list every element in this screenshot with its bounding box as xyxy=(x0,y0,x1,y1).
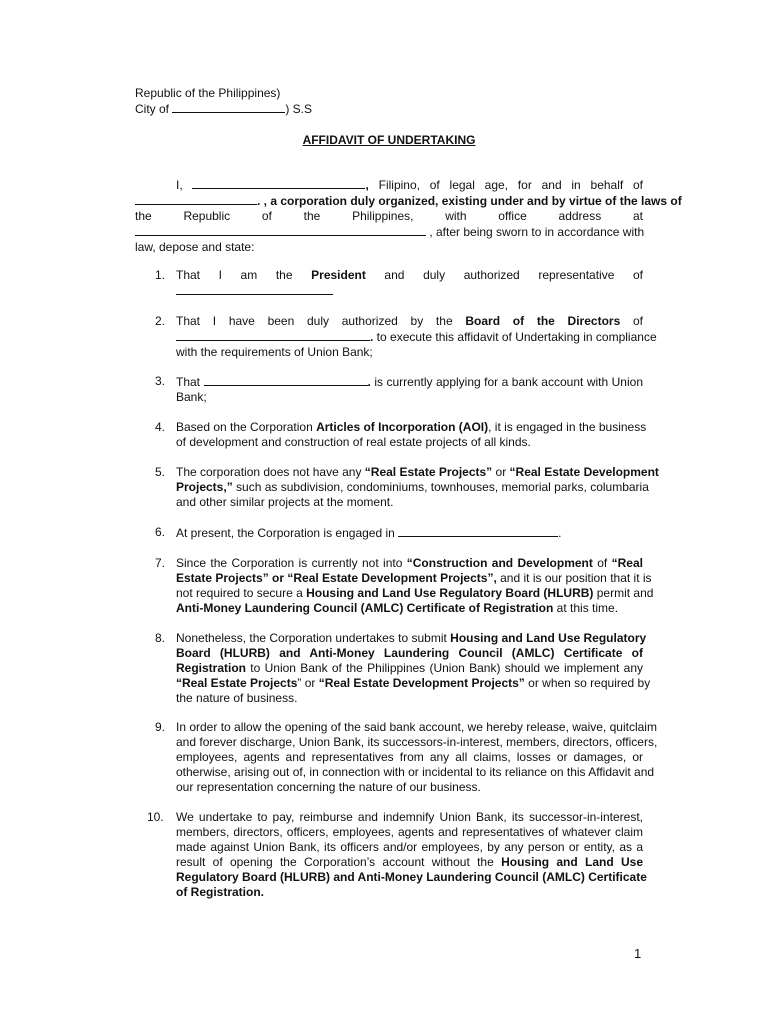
page-number: 1 xyxy=(634,946,642,961)
list-item: 9. In order to allow the opening of the said bank account, we hereby release, waive, quitclaim and forever discharge, Union Bank, its successors-in-interest, members, directors, officers, employees, agents and representatives from any all claims, losses or damages, or otherwise, arising out of, in connection with or incidental to its reliance on this Affidavit and our representation concerning the nature of our business. xyxy=(155,720,658,794)
intro-paragraph xyxy=(135,177,682,255)
document-title: AFFIDAVIT OF UNDERTAKING xyxy=(302,133,476,147)
venue-line-city: City of ) S.S xyxy=(135,102,313,116)
engaged-in-blank[interactable] xyxy=(398,525,558,537)
list-item: 2. That I have been duly authorized by the Board of the Directors of . to execute this affidavit of Undertaking in compliance with the requirements of Union Bank; xyxy=(155,314,657,359)
list-item: 1. That I am the President and duly authorized representative of xyxy=(155,268,643,299)
intro-line-4: , after being sworn to in accordance with xyxy=(135,224,643,240)
list-item: 8. Nonetheless, the Corporation undertakes to submit Housing and Land Use Regulatory Board (HLURB) and Anti-Money Laundering Council (AMLC) Certificate of Registration to Union Bank of the Philippines (Union Bank) should we implement any “Real Estate Projects” or “Real Estate Development Projects” or when so required by the nature of business. xyxy=(155,631,651,705)
intro-line-3: the Republic of the Philippines, with office address at xyxy=(135,209,643,223)
applicant-blank[interactable] xyxy=(204,374,368,386)
representative-blank[interactable] xyxy=(176,283,333,295)
list-item: 6. At present, the Corporation is engaged in . xyxy=(155,525,562,540)
list-item: 10. We undertake to pay, reimburse and indemnify Union Bank, its successor-in-interest, members, directors, officers, employees, agents and representatives of whatever claim made against Union Bank, its officers and/or employees, by any person or entity, as a result of opening the Corporation’s account without the Housing and Land Use Regulatory Board (HLURB) and Anti-Money Laundering Council (AMLC) Certificate of Registration. xyxy=(147,810,647,899)
corporation-name-blank[interactable] xyxy=(135,193,257,205)
intro-line-2: . , a corporation duly organized, existing under and by virtue of the laws of xyxy=(135,193,643,209)
list-item: 5. The corporation does not have any “Real Estate Projects” or “Real Estate Development Projects,” such as subdivision, condominiums, townhouses, memorial parks, columbaria and other similar projects at the moment. xyxy=(155,465,659,509)
city-blank[interactable] xyxy=(172,101,285,113)
venue-line-republic: Republic of the Philippines) xyxy=(135,86,281,100)
list-item: 3. That . is currently applying for a bank account with Union Bank; xyxy=(155,374,643,404)
venue-header xyxy=(135,86,312,117)
intro-line-1: I, , Filipino, of legal age, for and in behalf of xyxy=(176,178,644,192)
affiant-name-blank[interactable] xyxy=(192,177,365,189)
list-item: 4. Based on the Corporation Articles of Incorporation (AOI), it is engaged in the business of development and construction of real estate projects of all kinds. xyxy=(155,420,647,449)
board-name-blank[interactable] xyxy=(176,329,370,341)
list-item: 7. Since the Corporation is currently not into “Construction and Development of “Real Estate Projects” or “Real Estate Development Projects”, and it is our position that it is not required to secure a Housing and Land Use Regulatory Board (HLURB) permit and Anti-Money Laundering Council (AMLC) Certificate of Registration at this time. xyxy=(155,556,654,615)
office-address-blank[interactable] xyxy=(135,224,426,236)
intro-line-5: law, depose and state: xyxy=(135,240,255,254)
